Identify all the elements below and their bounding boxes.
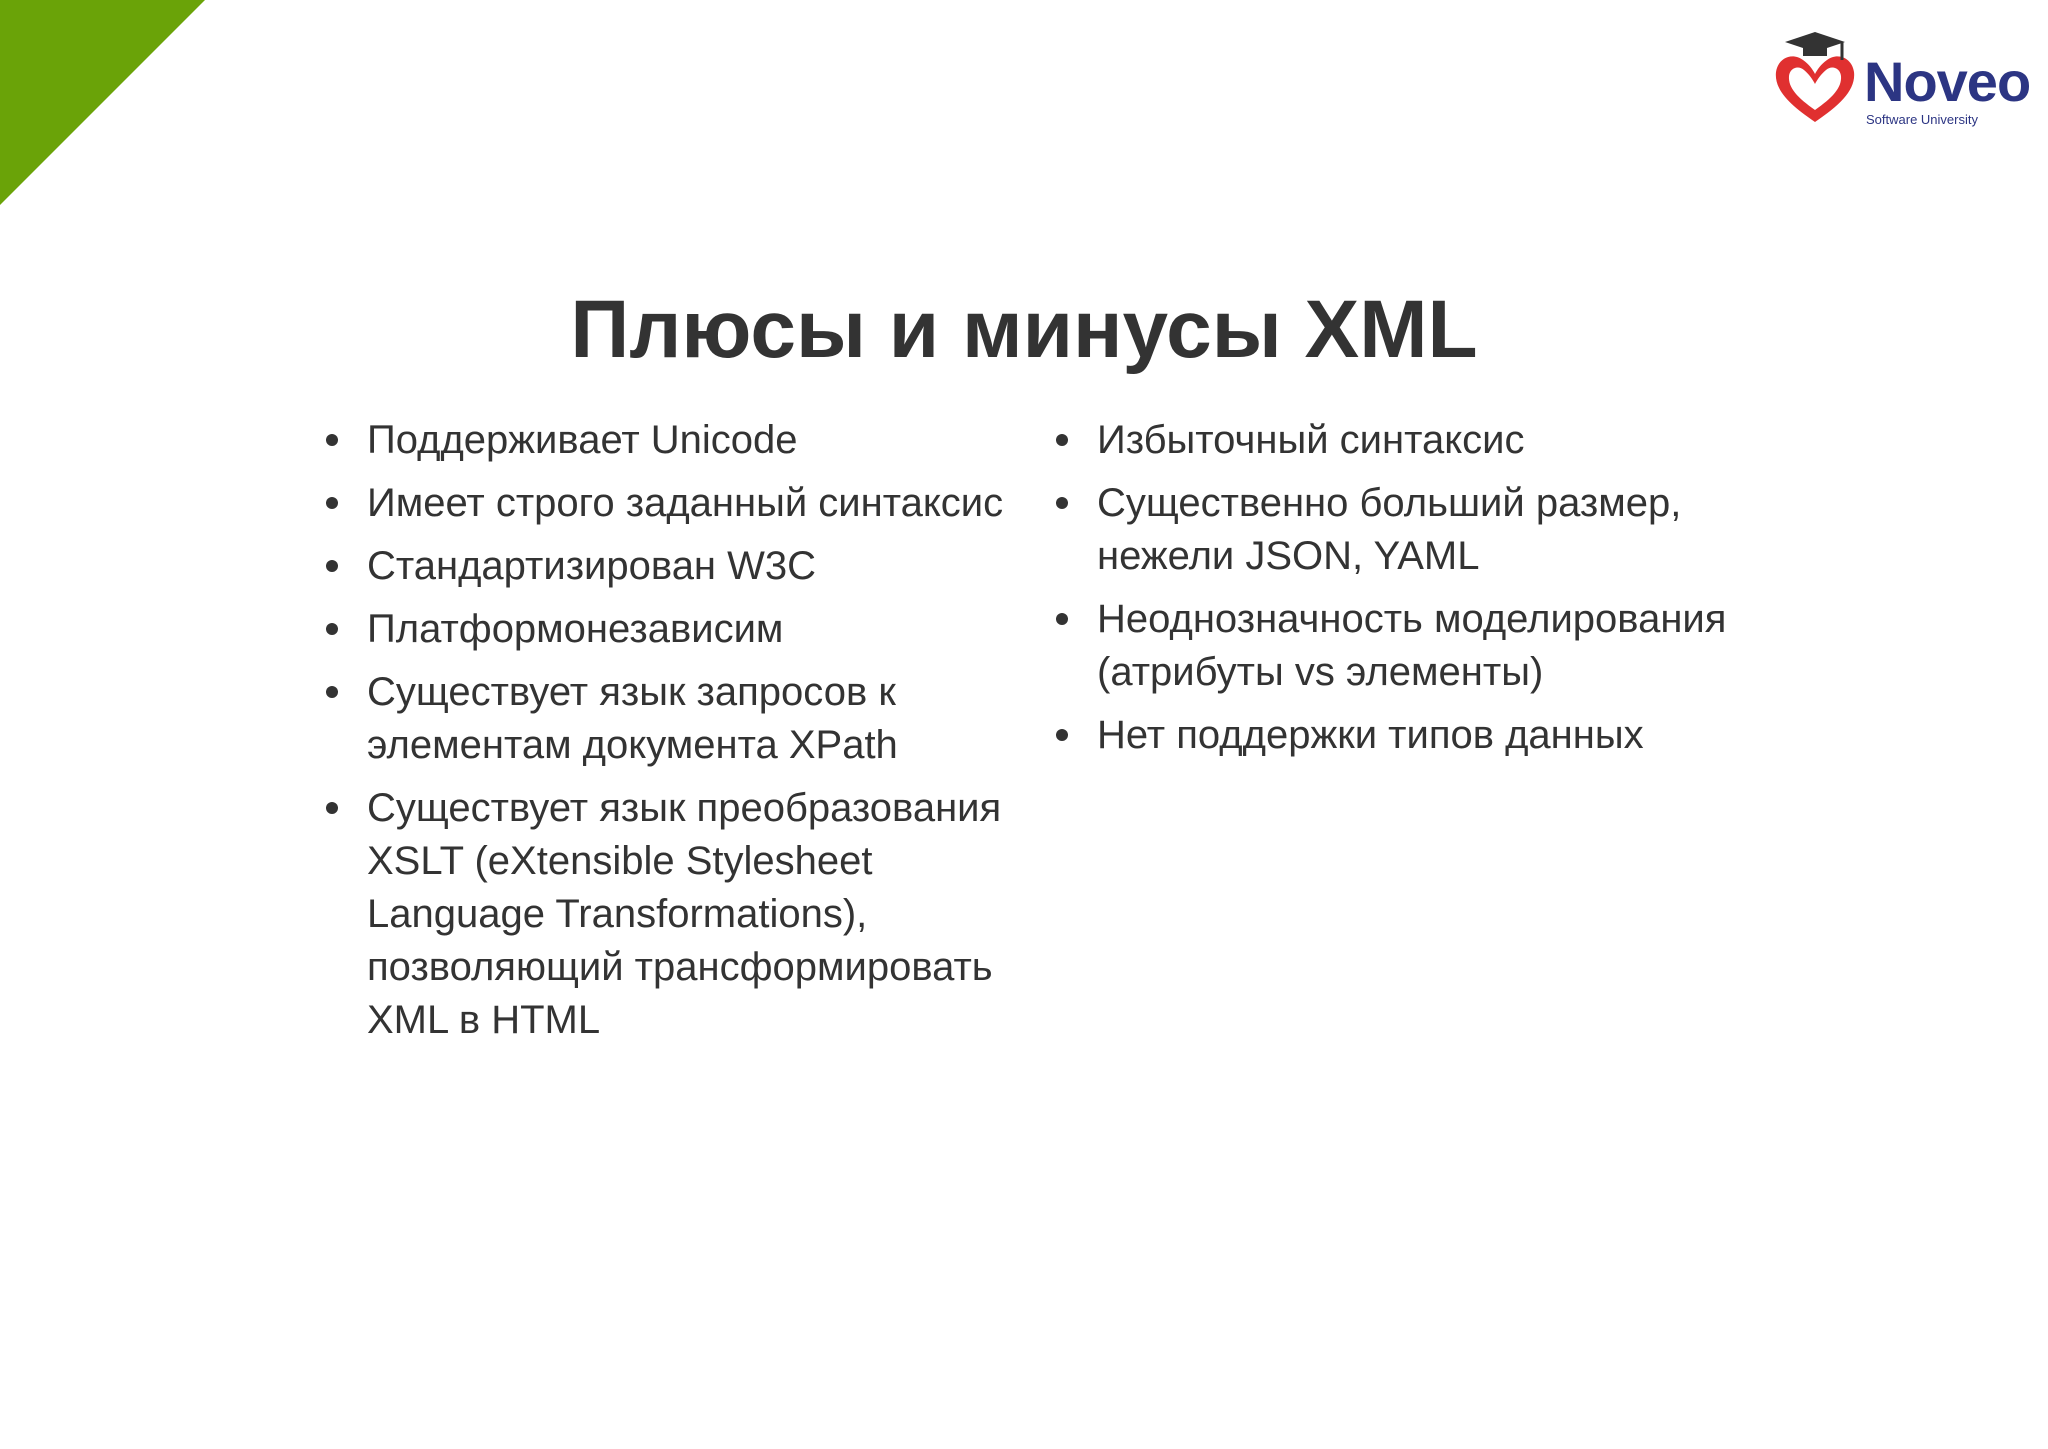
list-item xyxy=(1050,477,1750,583)
graduation-cap-heart-icon xyxy=(1770,30,1860,130)
list-item xyxy=(320,603,1040,656)
bullet-icon xyxy=(326,434,338,446)
bullet-icon xyxy=(326,623,338,635)
bullet-icon xyxy=(1056,434,1068,446)
list-item-text: Существует язык преобразования XSLT (eXtensible Stylesheet Language Transformations), позволяющий трансформировать XML в HTML xyxy=(367,786,1002,1042)
bullet-icon xyxy=(1056,613,1068,625)
list-item-text: Неоднозначность моделирования (атрибуты vs элементы) xyxy=(1097,597,1727,694)
list-item-text: Платформонезависим xyxy=(367,607,784,651)
slide-title: Плюсы и минусы XML xyxy=(570,284,1478,375)
noveo-logo xyxy=(1770,30,2030,140)
logo-tagline: Software University xyxy=(1866,112,1978,127)
bullet-icon xyxy=(326,560,338,572)
pros-list xyxy=(320,414,1040,1057)
list-item-text: Нет поддержки типов данных xyxy=(1097,713,1644,757)
bullet-icon xyxy=(326,497,338,509)
bullet-icon xyxy=(326,686,338,698)
bullet-icon xyxy=(1056,497,1068,509)
list-item xyxy=(320,414,1040,467)
list-item xyxy=(1050,414,1750,467)
list-item-text: Существенно больший размер, нежели JSON, YAML xyxy=(1097,481,1682,578)
list-item-text: Избыточный синтаксис xyxy=(1097,418,1525,462)
cons-list xyxy=(1050,414,1750,772)
list-item xyxy=(320,540,1040,593)
list-item xyxy=(1050,593,1750,699)
list-item xyxy=(320,782,1040,1047)
list-item-text: Стандартизирован W3C xyxy=(367,544,817,588)
bullet-icon xyxy=(1056,729,1068,741)
green-corner-triangle xyxy=(0,0,205,205)
list-item-text: Поддерживает Unicode xyxy=(367,418,798,462)
list-item xyxy=(320,477,1040,530)
list-item-text: Имеет строго заданный синтаксис xyxy=(367,481,1004,525)
bullet-icon xyxy=(326,802,338,814)
list-item xyxy=(1050,709,1750,762)
list-item xyxy=(320,666,1040,772)
list-item-text: Существует язык запросов к элементам документа XPath xyxy=(367,670,898,767)
logo-wordmark: Noveo xyxy=(1864,50,2031,113)
